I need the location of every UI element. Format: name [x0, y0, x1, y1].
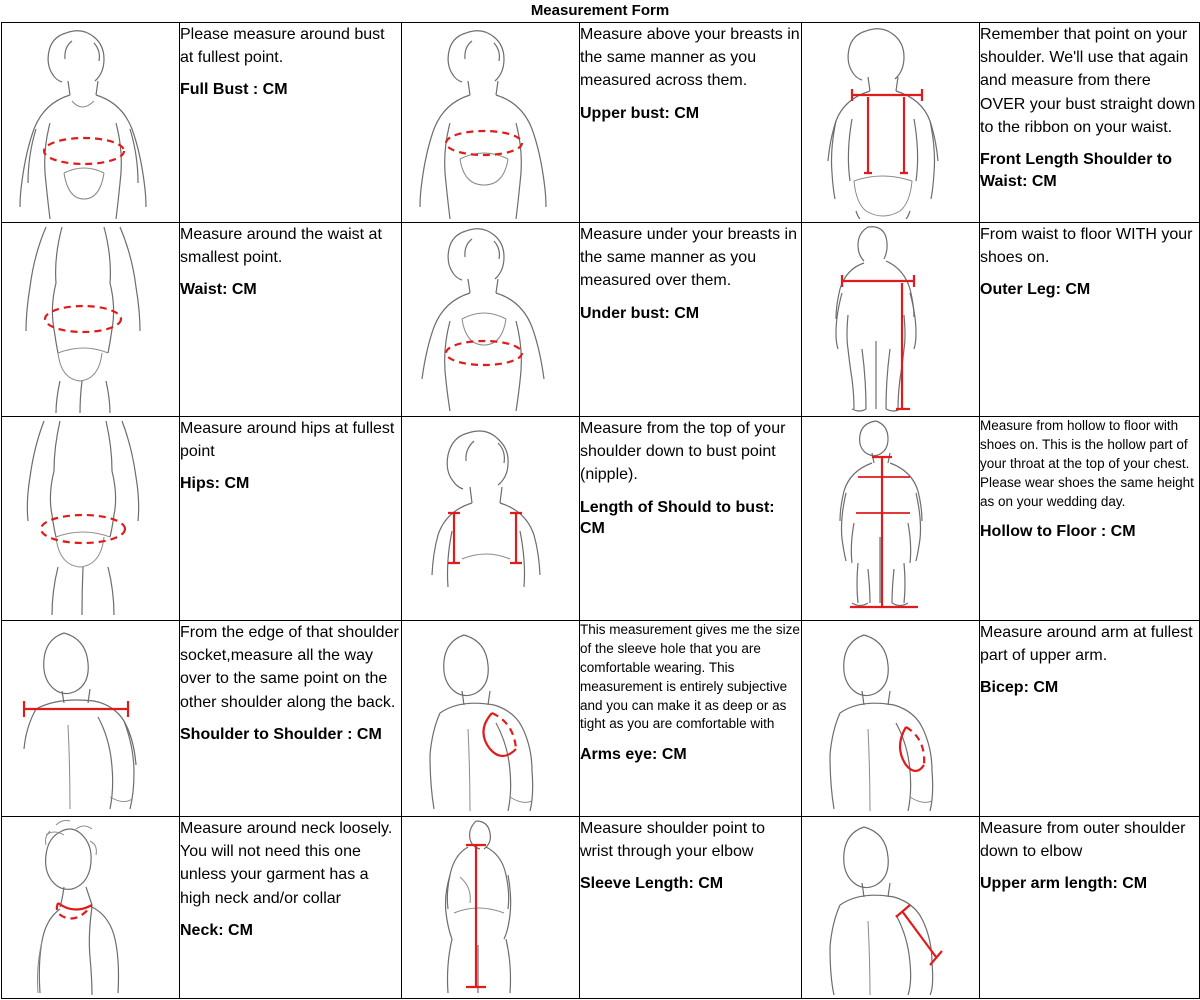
figure-cell — [402, 621, 580, 817]
table-row — [2, 23, 1200, 223]
measurement-description: Measure under your breasts in the same manner as you measured over them. — [580, 226, 797, 290]
text-cell — [580, 23, 802, 223]
text-cell — [180, 817, 402, 999]
female-arms-eye-figure — [406, 621, 576, 813]
measurement-description: Measure around neck loosely. You will not need this one unless your garment has a high neck and/or collar — [180, 820, 393, 907]
measurement-label: Hips: CM — [180, 475, 250, 493]
figure-cell — [402, 817, 580, 999]
measurement-label: Upper arm length: CM — [980, 875, 1148, 893]
measurement-label: Bicep: CM — [980, 679, 1059, 697]
measurement-description: Remember that point on your shoulder. We'll use that again and measure from there OVER your bust straight down to the ribbon on your waist. — [980, 26, 1196, 136]
figure-cell — [802, 417, 980, 621]
female-front-bust-dashed-figure — [6, 23, 176, 219]
figure-cell — [2, 223, 180, 417]
measurement-label: Front Length Shoulder to Waist: CM — [980, 150, 1172, 190]
text-cell — [980, 223, 1200, 417]
table-row — [2, 417, 1200, 621]
female-front-hips-dashed-figure — [6, 417, 176, 617]
figure-cell — [2, 417, 180, 621]
measurement-label: Under bust: CM — [580, 304, 700, 322]
measurement-description: Measure above your breasts in the same manner as you measured across them. — [580, 26, 800, 90]
text-cell — [980, 621, 1200, 817]
figure-cell — [802, 223, 980, 417]
figure-cell — [802, 23, 980, 223]
figure-cell — [802, 817, 980, 999]
measurement-label: Upper bust: CM — [580, 104, 700, 122]
measurement-description: Measure shoulder point to wrist through your elbow — [580, 820, 765, 861]
measurement-label: Hollow to Floor : CM — [980, 523, 1136, 541]
female-front-upperbust-dashed-figure — [406, 23, 576, 219]
text-cell — [180, 621, 402, 817]
measurement-label: Outer Leg: CM — [980, 281, 1091, 299]
measurement-description: From waist to floor WITH your shoes on. — [980, 226, 1193, 267]
text-cell — [180, 417, 402, 621]
measurement-description: Measure around the waist at smallest point. — [180, 226, 382, 267]
female-front-underbust-dashed-figure — [406, 223, 576, 413]
text-cell — [180, 223, 402, 417]
text-cell — [580, 223, 802, 417]
measurement-description: Measure around arm at fullest part of upper arm. — [980, 624, 1193, 665]
measurement-label: Waist: CM — [180, 281, 257, 299]
measurement-description: This measurement gives me the size of the sleeve hole that you are comfortable wearing. This measurement is entirely subjective and you can make it as deep or as tight as you are comfortable with — [580, 622, 800, 732]
text-cell — [980, 817, 1200, 999]
female-front-shoulder-to-waist-figure — [806, 23, 976, 219]
table-row — [2, 223, 1200, 417]
female-neck-profile-figure — [6, 817, 176, 995]
measurement-description: Measure from outer shoulder down to elbow — [980, 820, 1186, 861]
measurement-label: Shoulder to Shoulder : CM — [180, 725, 382, 743]
text-cell — [180, 23, 402, 223]
page-title: Measurement Form — [530, 2, 670, 19]
figure-cell — [2, 621, 180, 817]
female-shoulder-to-bust-figure — [406, 417, 576, 617]
text-cell — [980, 417, 1200, 621]
figure-cell — [402, 417, 580, 621]
text-cell — [580, 417, 802, 621]
measurement-label: Full Bust : CM — [180, 81, 288, 99]
figure-cell — [402, 23, 580, 223]
female-upper-arm-length-figure — [806, 817, 976, 995]
female-back-shoulder-to-shoulder-figure — [6, 621, 176, 813]
measurement-label: Length of Should to bust: CM — [580, 498, 775, 538]
measurement-description: Measure around hips at fullest point — [180, 420, 395, 461]
female-hollow-to-floor-figure — [806, 417, 976, 617]
measurement-label: Arms eye: CM — [580, 746, 687, 764]
text-cell — [580, 621, 802, 817]
text-cell — [580, 817, 802, 999]
measurement-label: Sleeve Length: CM — [580, 875, 724, 893]
figure-cell — [402, 223, 580, 417]
female-back-outer-leg-figure — [806, 223, 976, 413]
measurement-label: Neck: CM — [180, 921, 253, 939]
measurement-table — [1, 22, 1200, 999]
measurement-description: From the edge of that shoulder socket,measure all the way over to the same point on the other shoulder along the back. — [180, 624, 399, 711]
figure-cell — [802, 621, 980, 817]
measurement-description: Measure from hollow to floor with shoes on. This is the hollow part of your throat at the top of your chest. Please wear shoes the same height as on your wedding day. — [980, 418, 1194, 509]
measurement-description: Please measure around bust at fullest point. — [180, 26, 385, 67]
table-row — [2, 621, 1200, 817]
figure-cell — [2, 23, 180, 223]
female-sleeve-length-figure — [406, 817, 576, 995]
female-front-waist-dashed-figure — [6, 223, 176, 413]
female-bicep-figure — [806, 621, 976, 813]
table-row — [2, 817, 1200, 999]
text-cell — [980, 23, 1200, 223]
measurement-description: Measure from the top of your shoulder down to bust point (nipple). — [580, 420, 786, 484]
figure-cell — [2, 817, 180, 999]
